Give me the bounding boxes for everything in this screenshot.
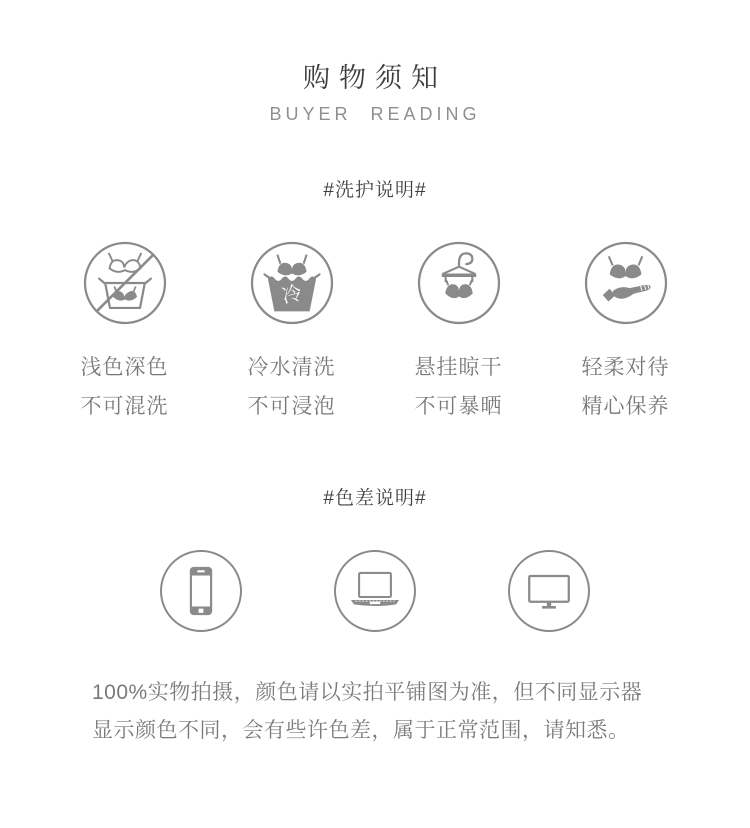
cold-character: 冷	[279, 281, 304, 309]
no-mix-wash-icon	[82, 240, 168, 326]
care-item-label	[248, 348, 336, 426]
care-label-line1: 轻柔对待	[581, 356, 670, 379]
care-label-line2: 不可浸泡	[247, 395, 336, 418]
care-label-line1: 悬挂晾干	[414, 356, 503, 379]
care-item-no-mix	[41, 240, 208, 426]
care-label-line2: 不可混洗	[80, 395, 169, 418]
device-icon-circle	[506, 548, 592, 634]
hang-dry-icon	[416, 240, 502, 326]
note-line-1: 100%实物拍摄，颜色请以实拍平铺图为准，但不同显示器	[92, 681, 643, 704]
care-item-label	[81, 348, 169, 426]
note-line-2: 显示颜色不同，会有些许色差，属于正常范围，请知悉。	[92, 719, 630, 742]
care-icon-circle	[249, 240, 335, 326]
care-label-line1: 冷水清洗	[247, 356, 336, 379]
color-note-heading: #色差说明#	[323, 488, 427, 509]
care-item-gentle	[542, 240, 709, 426]
device-icons-row	[0, 548, 750, 634]
care-items-row	[0, 240, 750, 426]
care-icon-circle	[416, 240, 502, 326]
page-subtitle: BUYER READING	[269, 104, 481, 124]
care-item-label	[582, 348, 670, 426]
wash-care-heading: #洗护说明#	[323, 180, 427, 201]
cold-wash-icon	[249, 240, 335, 326]
care-label-line2: 精心保养	[581, 395, 670, 418]
laptop-icon	[332, 548, 418, 634]
smartphone-icon	[158, 548, 244, 634]
care-icon-circle	[82, 240, 168, 326]
care-item-hang-dry	[375, 240, 542, 426]
care-item-label	[415, 348, 503, 426]
care-label-line2: 不可暴晒	[414, 395, 503, 418]
page-title: 购物须知	[303, 63, 447, 93]
device-icon-circle	[332, 548, 418, 634]
monitor-icon	[506, 548, 592, 634]
device-icon-circle	[158, 548, 244, 634]
care-label-line1: 浅色深色	[80, 356, 169, 379]
gentle-care-icon	[583, 240, 669, 326]
care-item-cold-wash	[208, 240, 375, 426]
care-icon-circle	[583, 240, 669, 326]
color-note	[92, 674, 658, 750]
